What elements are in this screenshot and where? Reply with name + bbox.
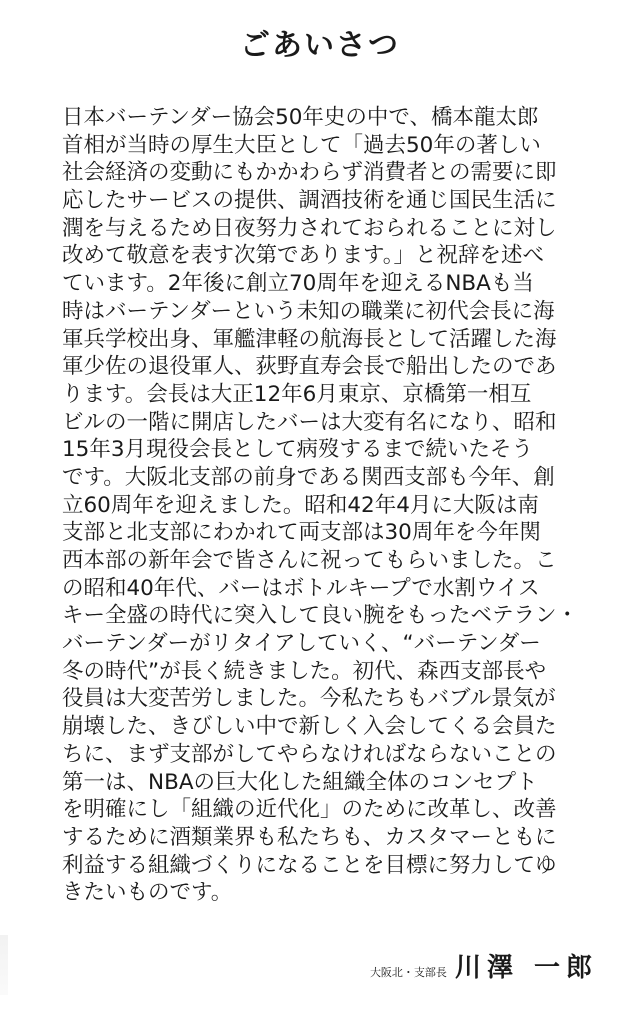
body-line: 軍少佐の退役軍人、荻野直寿会長で船出したのであ (62, 354, 557, 380)
body-line: 時はバーテンダーという未知の職業に初代会長に海 (62, 298, 555, 324)
body-line: 第一は、NBAの巨大化した組織全体のコンセプト (62, 769, 538, 795)
body-line: ています。2年後に創立70周年を迎えるNBAも当 (62, 271, 534, 297)
signature-name: 川澤 一郎 (454, 953, 598, 983)
signature-role: 大阪北・支部長 (369, 966, 447, 979)
body-line: 社会経済の変動にもかかわらず消費者との需要に即 (62, 160, 557, 186)
page-title: ごあいさつ (240, 28, 400, 63)
body-line: 軍兵学校出身、軍艦津軽の航海長として活躍した海 (62, 326, 557, 352)
signature (370, 952, 598, 984)
body-line: するために酒類業界も私たちも、カスタマーともに (62, 824, 557, 850)
body-line: 応したサービスの提供、調酒技術を通じ国民生活に (62, 188, 557, 214)
body-line: 支部と北支部にわかれて両支部は30周年を今年関 (62, 520, 541, 546)
body-line: ります。会長は大正12年6月東京、京橋第一相互 (62, 381, 532, 407)
body-line: 15年3月現役会長として病歿するまで続いたそう (62, 437, 534, 463)
body-line: 改めて敬意を表す次第であります。」と祝辞を述べ (62, 243, 545, 269)
body-line: 西本部の新年会で皆さんに祝ってもらいました。こ (62, 548, 557, 573)
body-line: ちに、まず支部がしてやらなければならないことの (62, 741, 557, 767)
body-line: の昭和40年代、バーはボトルキープで水割ウイス (62, 575, 540, 601)
body-line: です。大阪北支部の前身である関西支部も今年、創 (62, 464, 555, 490)
greeting-body (62, 104, 582, 907)
body-line: を明確にし「組織の近代化」のために改革し、改善 (62, 797, 557, 823)
body-line: 冬の時代”が長く続きました。初代、森西支部長や (62, 658, 547, 684)
body-line: 役員は大変苦労しました。今私たちもバブル景気が (62, 686, 556, 712)
body-line: 利益する組織づくりになることを目標に努力してゆ (62, 852, 557, 878)
page-edge-shadow (0, 935, 8, 995)
body-line: バーテンダーがリタイアしていく、“バーテンダー (62, 631, 541, 657)
body-line: きたいものです。 (62, 880, 233, 906)
body-line: ビルの一階に開店したバーは大変有名になり、昭和 (62, 409, 557, 435)
body-line: 潤を与えるため日夜努力されておられることに対し (62, 215, 557, 241)
body-line: 日本バーテンダー協会50年史の中で、橋本龍太郎 (62, 105, 539, 130)
body-line: キー全盛の時代に突入して良い腕をもったベテラン・ (62, 603, 579, 629)
body-line: 立60周年を迎えました。昭和42年4月に大阪は南 (62, 492, 539, 518)
body-line: 崩壊した、きびしい中で新しく入会してくる会員た (62, 714, 557, 740)
body-line: 首相が当時の厚生大臣として「過去50年の著しい (62, 132, 541, 158)
